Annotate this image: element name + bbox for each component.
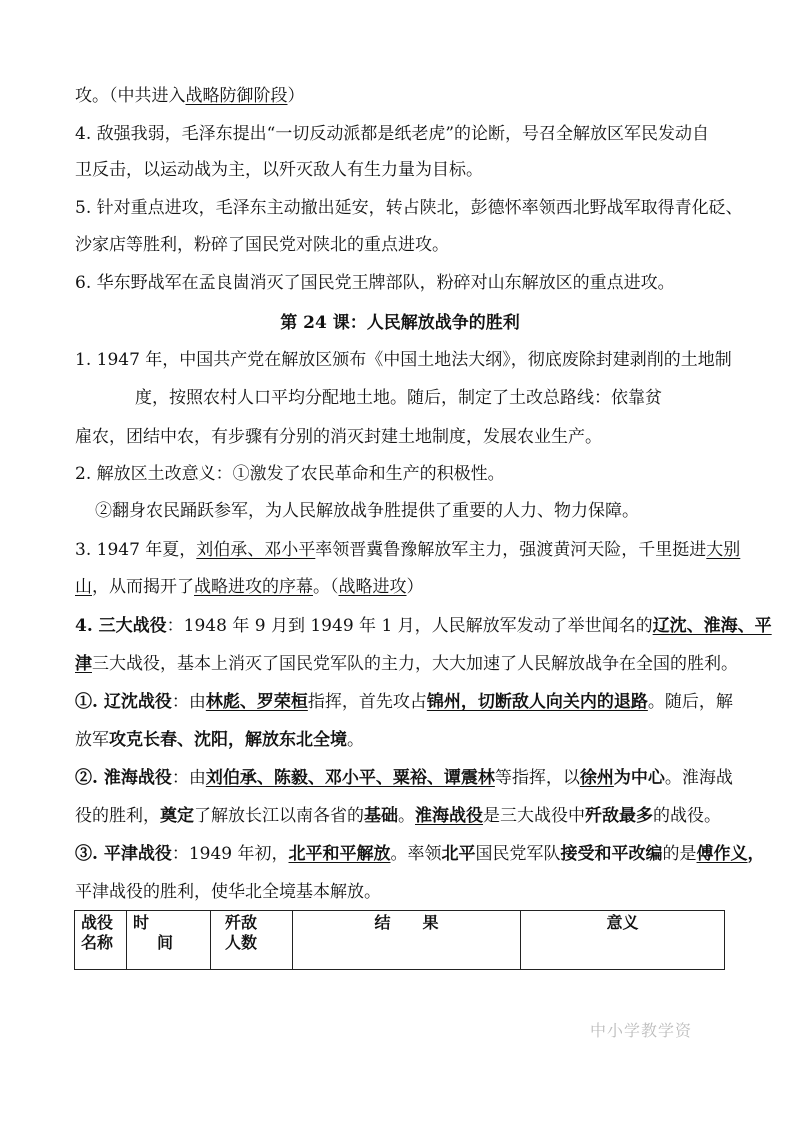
text-line: 平津战役的胜利，使华北全境基本解放。 <box>75 882 381 902</box>
text-line <box>75 652 738 676</box>
text: 攻。（中共进入 <box>75 86 186 106</box>
table-header-cell-time <box>127 911 211 970</box>
text: 的战役。 <box>653 806 721 826</box>
bold-term: ②. 淮海战役 <box>75 768 172 788</box>
text: ：1948 年 9 月到 1949 年 1 月，人民解放军发动了举世闻名的 <box>166 616 653 636</box>
text: ） <box>287 86 305 106</box>
bold-term: 为中心 <box>613 768 665 788</box>
bold-term: 奠定 <box>160 806 194 826</box>
text: 3. 1947 年夏， <box>75 540 197 560</box>
bold-underlined-term: 锦州，切断敌人向关内的退路 <box>426 692 648 712</box>
text: 是三大战役中 <box>483 806 585 826</box>
text: 指挥，首先攻占 <box>307 692 427 712</box>
text: ， <box>747 844 765 864</box>
table-header-cell-significance: 意义 <box>521 911 725 970</box>
bold-underlined-term: 刘伯承、陈毅、邓小平、粟裕、谭震林 <box>205 768 495 788</box>
text-line <box>75 728 735 752</box>
text: 的是 <box>662 844 697 864</box>
text-line: 5. 针对重点进攻，毛泽东主动撤出延安，转占陕北，彭德怀率领西北野战军取得青化砭、 <box>75 198 743 218</box>
underlined-term: 战略进攻 <box>338 577 407 597</box>
text-line: 沙家店等胜利，粉碎了国民党对陕北的重点进攻。 <box>75 235 449 255</box>
text-line <box>75 84 735 108</box>
bold-term: 攻克长春、沈阳，解放东北全境 <box>109 730 347 750</box>
text: ） <box>406 577 424 597</box>
underlined-term: 山 <box>75 577 92 597</box>
bold-term: 接受 <box>560 844 595 864</box>
text: 。（ <box>313 577 339 597</box>
table-header-cell-result: 结 果 <box>293 911 521 970</box>
bold-underlined-term: 徐州 <box>579 768 614 788</box>
text: ：1949 年初， <box>171 844 289 864</box>
text: 。随后，解 <box>647 692 733 712</box>
table-header-cell-name: 战役 名称 <box>75 911 127 970</box>
text-line <box>75 614 772 638</box>
text: ，从而揭开了 <box>92 577 194 597</box>
bold-underlined-term: 淮海战役 <box>415 806 483 826</box>
bold-term: ③. 平津战役 <box>75 844 172 864</box>
text: 等指挥，以 <box>494 768 580 788</box>
text: 。 <box>347 730 364 750</box>
text-line <box>75 766 735 790</box>
text: 。 <box>398 806 415 826</box>
text-line: 度，按照农村人口平均分配地土地。随后，制定了土改总路线：依靠贫 <box>135 388 662 408</box>
text: 放军 <box>75 730 109 750</box>
bold-underlined-term: 北平和平解放 <box>288 844 391 864</box>
bold-term: 和平改编 <box>594 844 663 864</box>
header-text: 间 <box>157 933 174 952</box>
text-line <box>75 842 765 866</box>
bold-term: 北平 <box>441 844 476 864</box>
text: 了解放长江以南各省的 <box>194 806 364 826</box>
underlined-term: 刘伯承、邓小平 <box>196 540 316 560</box>
bold-term: ①. 辽沈战役 <box>75 692 172 712</box>
text-line: 2. 解放区土改意义：①激发了农民革命和生产的积极性。 <box>75 464 505 484</box>
underlined-term: 战略防御阶段 <box>185 86 288 106</box>
text: 。淮海战 <box>664 768 733 788</box>
bold-term: 基础 <box>364 806 398 826</box>
lesson-title: 第 24 课：人民解放战争的胜利 <box>280 313 520 333</box>
text-line: 6. 华东野战军在孟良崮消灭了国民党王牌部队，粉碎对山东解放区的重点进攻。 <box>75 273 675 293</box>
table-header-row <box>75 911 725 970</box>
bold-underlined-term: 傅作义 <box>696 844 748 864</box>
text: ：由 <box>171 768 206 788</box>
text-line <box>75 575 735 599</box>
bold-term: 歼敌最多 <box>585 806 653 826</box>
text: 。率领 <box>390 844 442 864</box>
bold-term: 4. 三大战役 <box>75 616 167 636</box>
text-line: 1. 1947 年，中国共产党在解放区颁布《中国土地法大纲》，彻底废除封建剥削的土地制 <box>75 350 732 370</box>
underlined-term: 战略进攻的序幕 <box>194 577 313 597</box>
text: 率领晋冀鲁豫解放军主力，强渡黄河天险，千里挺进 <box>315 540 707 560</box>
text-line <box>75 690 735 714</box>
watermark: 中小学教学资 <box>590 1021 693 1040</box>
text-line <box>75 804 735 828</box>
table-header-cell-count: 歼敌 人数 <box>211 911 293 970</box>
bold-underlined-term: 林彪、罗荣桓 <box>205 692 308 712</box>
text: ：由 <box>171 692 206 712</box>
text: 三大战役，基本上消灭了国民党军队的主力，大大加速了人民解放战争在全国的胜利。 <box>92 654 738 674</box>
text: 国民党军队 <box>475 844 561 864</box>
header-text: 时 <box>133 913 150 932</box>
text-line <box>75 538 741 562</box>
underlined-term: 大别 <box>706 540 741 560</box>
text-line: 4. 敌强我弱，毛泽东提出“一切反动派都是纸老虎”的论断，号召全解放区军民发动自 <box>75 124 710 144</box>
text-line: ②翻身农民踊跃参军，为人民解放战争胜提供了重要的人力、物力保障。 <box>95 501 639 521</box>
text-line: 雇农，团结中农，有步骤有分别的消灭封建土地制度，发展农业生产。 <box>75 427 602 447</box>
text: 役的胜利， <box>75 806 160 826</box>
text-line: 卫反击，以运动战为主，以歼灭敌人有生力量为目标。 <box>75 160 483 180</box>
bold-underlined-term: 津 <box>75 654 92 674</box>
bold-underlined-term: 辽沈、淮海、平 <box>652 616 772 636</box>
battle-table <box>74 910 725 970</box>
